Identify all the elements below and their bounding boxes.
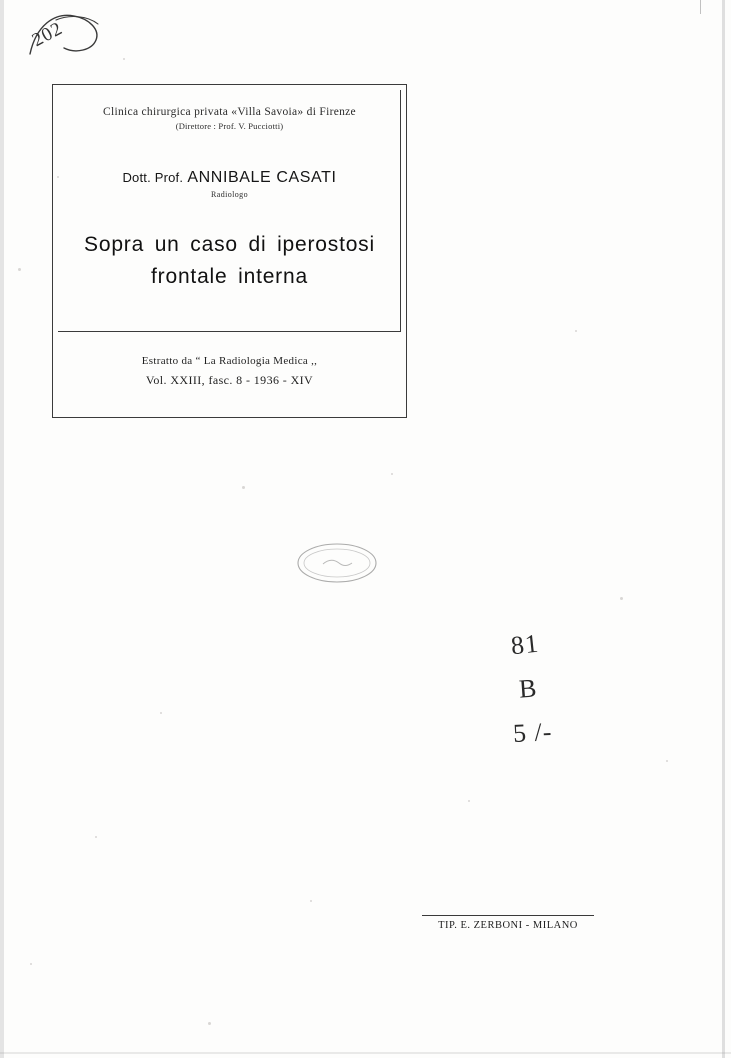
author-name: ANNIBALE CASATI — [187, 169, 337, 186]
page-edge-mark — [0, 0, 4, 1058]
handwritten-call-number — [505, 630, 585, 770]
title-block — [52, 84, 407, 418]
scan-speck — [18, 268, 21, 271]
source-journal-line: Estratto da “ La Radiologia Medica ,, — [141, 355, 318, 367]
call-number-line-3: 5 /- — [512, 716, 554, 749]
scan-speck — [242, 486, 245, 489]
scan-speck — [123, 58, 125, 60]
scan-speck — [620, 597, 623, 600]
call-number-line-1: 81 — [509, 628, 541, 661]
document-title-line-2: frontale interna — [151, 264, 308, 288]
accession-number-text: 202 — [28, 17, 67, 52]
handwritten-accession-number — [24, 10, 114, 72]
scan-speck — [391, 473, 393, 475]
clinic-affiliation-line: Clinica chirurgica privata «Villa Savoia» di Firenze — [103, 106, 356, 118]
page-edge-mark — [700, 0, 701, 14]
author-role: Radiologo — [211, 190, 248, 199]
document-title — [72, 229, 387, 292]
author-honorific: Dott. Prof. — [122, 170, 184, 185]
library-stamp-oval — [295, 540, 379, 586]
scan-speck — [575, 330, 577, 332]
source-volume-line: Vol. XXIII, fasc. 8 - 1936 - XIV — [145, 373, 314, 387]
scan-speck — [208, 1022, 211, 1025]
printer-rule — [422, 915, 594, 916]
scan-speck — [310, 900, 312, 902]
scan-speck — [30, 963, 32, 965]
scan-speck — [95, 836, 97, 838]
clinic-director-line: (Direttore : Prof. V. Pucciotti) — [175, 121, 284, 131]
scan-speck — [468, 800, 470, 802]
source-citation — [52, 355, 407, 388]
document-title-line-1: Sopra un caso di iperostosi — [84, 233, 375, 256]
page-edge-mark — [0, 1052, 731, 1054]
printer-imprint — [418, 915, 598, 931]
printer-text: TIP. E. ZERBONI - MILANO — [438, 920, 578, 931]
author-line — [72, 169, 387, 187]
scan-speck — [666, 760, 668, 762]
page-edge-mark — [722, 0, 725, 1058]
call-number-line-2: B — [517, 673, 539, 704]
scan-speck — [160, 712, 162, 714]
